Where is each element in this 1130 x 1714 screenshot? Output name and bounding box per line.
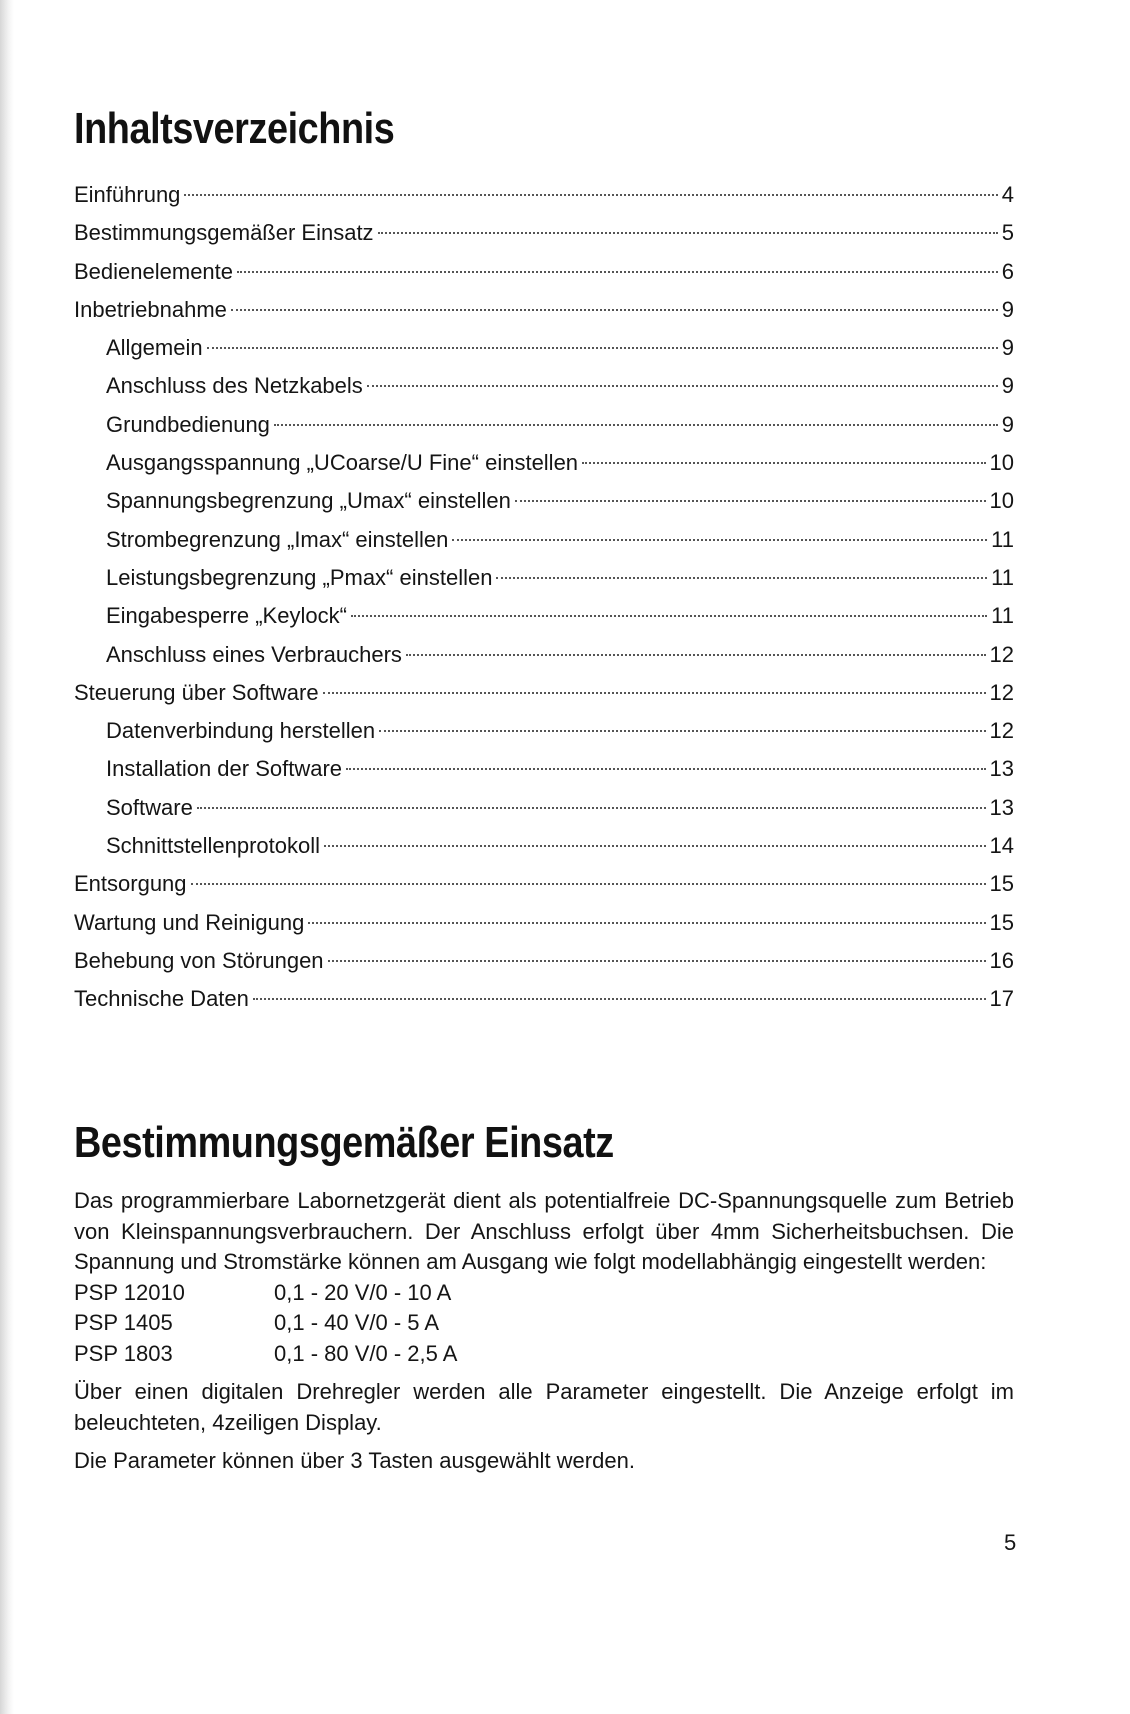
toc-entry-page: 15 [989, 871, 1014, 897]
toc-entry-inbetriebnahme[interactable] [74, 291, 1014, 329]
toc-entry-allgemein[interactable] [74, 329, 1014, 367]
toc-entry-page: 14 [989, 833, 1014, 859]
toc-entry-label: Steuerung über Software [74, 679, 319, 705]
toc-entry-bestimmungsgemaesser-einsatz[interactable] [74, 214, 1014, 252]
model-range: 0,1 - 40 V/0 - 5 A [274, 1310, 440, 1335]
toc-leader-dots [582, 462, 985, 464]
toc-entry-page: 11 [991, 526, 1014, 552]
toc-entry-label: Ausgangsspannung „UCoarse/U Fine“ einstellen [106, 450, 579, 476]
toc-entry-label: Bedienelemente [74, 258, 234, 284]
toc-entry-page: 11 [991, 564, 1014, 590]
intro-paragraph: Das programmierbare Labornetzgerät dient als potentialfreie DC-Spannungsquelle zum Betrieb von Kleinspannungsverbrauchern. Der Anschluss erfolgt über 4mm Sicherheitsbuchsen. Die Spannung und Stromstärke können am Ausgang wie folgt modellabhängig eingestellt werden: [74, 1188, 1014, 1274]
toc-entry-label: Strombegrenzung „Imax“ einstellen [106, 526, 449, 552]
model-name: PSP 12010 [74, 1279, 185, 1305]
toc-entry-label: Allgemein [106, 335, 203, 361]
toc-leader-dots [184, 194, 997, 196]
toc-entry-label: Eingabesperre „Keylock“ [106, 603, 347, 629]
toc-entry-page: 5 [1001, 220, 1014, 246]
page-number: 5 [1004, 1530, 1017, 1555]
toc-entry-leistungsbegrenzung[interactable] [74, 559, 1014, 597]
toc-heading: Inhaltsverzeichnis [74, 104, 395, 153]
model-name: PSP 1803 [74, 1340, 173, 1366]
toc-entry-page: 9 [1001, 373, 1014, 399]
model-range: 0,1 - 20 V/0 - 10 A [274, 1279, 452, 1305]
table-row [74, 1339, 457, 1370]
toc-entry-label: Einführung [74, 182, 181, 207]
toc-entry-behebung-stoerungen[interactable] [74, 942, 1014, 980]
toc-entry-anschluss-verbraucher[interactable] [74, 636, 1014, 674]
toc-entry-anschluss-netzkabel[interactable] [74, 367, 1014, 405]
toc-entry-label: Datenverbindung herstellen [106, 718, 376, 744]
toc-entry-steuerung-software[interactable] [74, 674, 1014, 712]
toc-entry-eingabesperre[interactable] [74, 597, 1014, 635]
toc-entry-page: 16 [989, 947, 1014, 973]
toc-entry-label: Software [106, 794, 193, 820]
toc-leader-dots [253, 998, 986, 1000]
model-spec-table [74, 1278, 457, 1370]
toc-leader-dots [323, 692, 986, 694]
toc-leader-dots [191, 883, 986, 885]
toc-entry-technische-daten[interactable] [74, 980, 1014, 1018]
toc-entry-page: 17 [989, 986, 1014, 1012]
toc-entry-installation-software[interactable] [74, 750, 1014, 788]
control-paragraph: Über einen digitalen Drehregler werden alle Parameter eingestellt. Die Anzeige erfolgt im beleuchteten, 4zeiligen Display. [74, 1379, 1014, 1435]
table-row [74, 1278, 457, 1309]
toc-entry-label: Spannungsbegrenzung „Umax“ einstellen [106, 488, 511, 514]
toc-entry-datenverbindung[interactable] [74, 712, 1014, 750]
toc-entry-page: 12 [989, 679, 1014, 705]
toc-entry-spannungsbegrenzung[interactable] [74, 482, 1014, 520]
toc-leader-dots [274, 424, 998, 426]
toc-entry-page: 6 [1001, 258, 1014, 284]
toc-entry-schnittstellenprotokoll[interactable] [74, 827, 1014, 865]
toc-entry-label: Grundbedienung [106, 411, 270, 437]
keys-paragraph: Die Parameter können über 3 Tasten ausgewählt werden. [74, 1448, 635, 1473]
toc-entry-label: Anschluss eines Verbrauchers [106, 641, 402, 667]
toc-entry-wartung-reinigung[interactable] [74, 904, 1014, 942]
toc-entry-software[interactable] [74, 789, 1014, 827]
toc-entry-label: Bestimmungsgemäßer Einsatz [74, 220, 374, 246]
model-name: PSP 1405 [74, 1310, 173, 1335]
toc-leader-dots [308, 922, 985, 924]
toc-leader-dots [346, 768, 985, 770]
toc-leader-dots [324, 845, 986, 847]
toc-entry-label: Behebung von Störungen [74, 947, 324, 973]
toc-entry-label: Wartung und Reinigung [74, 909, 305, 935]
toc-leader-dots [328, 960, 986, 962]
toc-leader-dots [378, 232, 998, 234]
toc-leader-dots [452, 539, 987, 541]
toc-entry-page: 9 [1001, 296, 1014, 322]
toc-entry-page: 10 [989, 488, 1014, 514]
toc-entry-page: 12 [989, 718, 1014, 744]
section-heading: Bestimmungsgemäßer Einsatz [74, 1118, 614, 1167]
toc-entry-page: 9 [1001, 411, 1014, 437]
toc-entry-label: Anschluss des Netzkabels [106, 373, 363, 399]
toc-leader-dots [379, 730, 985, 732]
toc-leader-dots [351, 615, 987, 617]
toc-leader-dots [496, 577, 987, 579]
toc-entry-page: 13 [989, 756, 1014, 782]
toc-entry-label: Installation der Software [106, 756, 343, 782]
toc-entry-page: 13 [989, 794, 1014, 820]
toc-entry-ausgangsspannung[interactable] [74, 444, 1014, 482]
toc-entry-entsorgung[interactable] [74, 865, 1014, 903]
toc-entry-label: Technische Daten [74, 986, 249, 1012]
toc-leader-dots [197, 807, 986, 809]
page-binding-edge [0, 0, 14, 1714]
toc-entry-page: 9 [1001, 335, 1014, 361]
toc-entry-page: 11 [991, 603, 1014, 629]
toc-entry-page: 10 [989, 450, 1014, 476]
model-range: 0,1 - 80 V/0 - 2,5 A [274, 1340, 458, 1366]
table-row [74, 1308, 457, 1339]
toc-entry-page: 12 [989, 641, 1014, 667]
toc-leader-dots [515, 500, 986, 502]
section-body [74, 1186, 1014, 1477]
toc-leader-dots [231, 309, 998, 311]
toc-entry-grundbedienung[interactable] [74, 406, 1014, 444]
toc-entry-einfuehrung[interactable] [74, 176, 1014, 214]
toc-entry-label: Entsorgung [74, 871, 187, 897]
toc-entry-label: Schnittstellenprotokoll [106, 833, 321, 859]
toc-leader-dots [207, 347, 998, 349]
toc-entry-label: Leistungsbegrenzung „Pmax“ einstellen [106, 564, 493, 590]
toc-entry-label: Inbetriebnahme [74, 296, 227, 322]
table-of-contents [74, 176, 1014, 1019]
toc-entry-bedienelemente[interactable] [74, 253, 1014, 291]
toc-leader-dots [237, 271, 998, 273]
toc-entry-page: 4 [1001, 182, 1014, 207]
toc-entry-strombegrenzung[interactable] [74, 521, 1014, 559]
toc-entry-page: 15 [989, 909, 1014, 935]
toc-leader-dots [406, 654, 986, 656]
toc-leader-dots [367, 385, 998, 387]
